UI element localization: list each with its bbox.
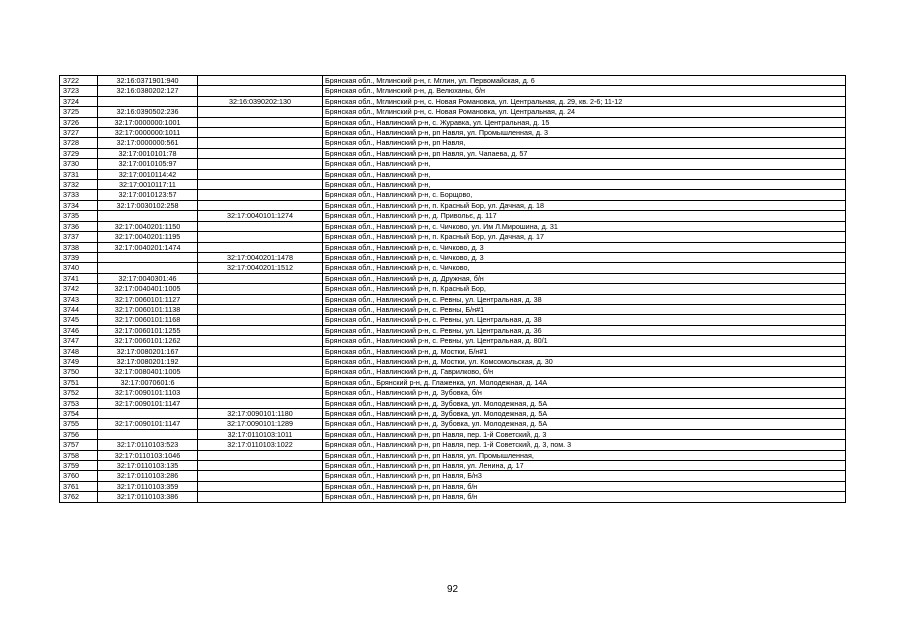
row-number-cell: 3733 [60, 190, 98, 200]
table-row [60, 263, 846, 273]
cadastral-number-cell: 32:17:0040201:1474 [98, 242, 198, 252]
address-cell: Брянская обл., Навлинский р-н, д. Зубовка, ул. Молодежная, д. 5А [323, 419, 846, 429]
cadastral-number-cell: 32:17:0110103:523 [98, 440, 198, 450]
row-number-cell: 3762 [60, 492, 98, 502]
row-number-cell: 3722 [60, 76, 98, 86]
cadastral-number-cell: 32:17:0060101:1255 [98, 325, 198, 335]
table-row [60, 252, 846, 262]
related-cadastral-number-cell [198, 356, 323, 366]
table-row [60, 284, 846, 294]
address-cell: Брянская обл., Навлинский р-н, д. Зубовка, ул. Молодежная, д. 5А [323, 398, 846, 408]
address-cell: Брянская обл., Навлинский р-н, рп Навля, пер. 1-й Советский, д. 3 [323, 429, 846, 439]
related-cadastral-number-cell: 32:17:0090101:1180 [198, 409, 323, 419]
related-cadastral-number-cell [198, 367, 323, 377]
cadastral-number-cell: 32:17:0110103:359 [98, 481, 198, 491]
table-row [60, 492, 846, 502]
table-row [60, 180, 846, 190]
cadastral-number-cell: 32:17:0060101:1262 [98, 336, 198, 346]
row-number-cell: 3746 [60, 325, 98, 335]
row-number-cell: 3747 [60, 336, 98, 346]
related-cadastral-number-cell [198, 169, 323, 179]
table-row [60, 190, 846, 200]
cadastral-number-cell: 32:16:0390502:236 [98, 107, 198, 117]
row-number-cell: 3744 [60, 304, 98, 314]
related-cadastral-number-cell [198, 148, 323, 158]
related-cadastral-number-cell [198, 481, 323, 491]
related-cadastral-number-cell [198, 336, 323, 346]
address-cell: Брянская обл., Мглинский р-н, с. Новая Романовка, ул. Центральная, д. 24 [323, 107, 846, 117]
related-cadastral-number-cell [198, 76, 323, 86]
row-number-cell: 3750 [60, 367, 98, 377]
cadastral-number-cell: 32:17:0090101:1147 [98, 419, 198, 429]
cadastral-number-cell [98, 429, 198, 439]
related-cadastral-number-cell [198, 221, 323, 231]
row-number-cell: 3737 [60, 232, 98, 242]
address-cell: Брянская обл., Навлинский р-н, с. Ревны, ул. Центральная, д. 38 [323, 315, 846, 325]
related-cadastral-number-cell: 32:17:0040101:1274 [198, 211, 323, 221]
table-row [60, 377, 846, 387]
address-cell: Брянская обл., Навлинский р-н, с. Чичково, [323, 263, 846, 273]
address-cell: Брянская обл., Навлинский р-н, рп Навля, ул. Ленина, д. 17 [323, 461, 846, 471]
address-cell: Брянская обл., Навлинский р-н, д. Мостки, Б/н#1 [323, 346, 846, 356]
address-cell: Брянская обл., Навлинский р-н, [323, 159, 846, 169]
table-row [60, 138, 846, 148]
address-cell: Брянская обл., Навлинский р-н, с. Чичково, ул. Им Л.Мирошина, д. 31 [323, 221, 846, 231]
cadastral-number-cell: 32:17:0010123:57 [98, 190, 198, 200]
row-number-cell: 3729 [60, 148, 98, 158]
row-number-cell: 3753 [60, 398, 98, 408]
related-cadastral-number-cell: 32:17:0040201:1512 [198, 263, 323, 273]
row-number-cell: 3732 [60, 180, 98, 190]
cadastral-number-cell: 32:17:0010117:11 [98, 180, 198, 190]
address-cell: Брянская обл., Навлинский р-н, рп Навля, Б/н3 [323, 471, 846, 481]
table-row [60, 461, 846, 471]
related-cadastral-number-cell [198, 461, 323, 471]
address-cell: Брянская обл., Навлинский р-н, д. Мостки, ул. Комсомольская, д. 30 [323, 356, 846, 366]
related-cadastral-number-cell [198, 315, 323, 325]
cadastral-number-cell: 32:17:0000000:561 [98, 138, 198, 148]
related-cadastral-number-cell: 32:17:0110103:1022 [198, 440, 323, 450]
address-cell: Брянская обл., Навлинский р-н, с. Журавка, ул. Центральная, д. 15 [323, 117, 846, 127]
related-cadastral-number-cell [198, 159, 323, 169]
related-cadastral-number-cell: 32:17:0090101:1289 [198, 419, 323, 429]
table-row [60, 471, 846, 481]
cadastral-number-cell [98, 252, 198, 262]
cadastral-number-cell: 32:17:0110103:386 [98, 492, 198, 502]
related-cadastral-number-cell [198, 471, 323, 481]
related-cadastral-number-cell [198, 388, 323, 398]
related-cadastral-number-cell [198, 242, 323, 252]
row-number-cell: 3756 [60, 429, 98, 439]
table-row [60, 294, 846, 304]
table-row [60, 96, 846, 106]
cadastral-number-cell [98, 96, 198, 106]
table-row [60, 221, 846, 231]
page-number: 92 [446, 584, 459, 595]
row-number-cell: 3739 [60, 252, 98, 262]
table-row [60, 409, 846, 419]
table-row [60, 159, 846, 169]
table-row [60, 211, 846, 221]
row-number-cell: 3757 [60, 440, 98, 450]
table-row [60, 273, 846, 283]
row-number-cell: 3751 [60, 377, 98, 387]
table-row [60, 242, 846, 252]
table-row [60, 76, 846, 86]
cadastral-number-cell: 32:17:0110103:1046 [98, 450, 198, 460]
row-number-cell: 3726 [60, 117, 98, 127]
related-cadastral-number-cell [198, 180, 323, 190]
address-cell: Брянская обл., Навлинский р-н, д. Привольє, д. 117 [323, 211, 846, 221]
cadastral-number-cell: 32:17:0010114:42 [98, 169, 198, 179]
related-cadastral-number-cell: 32:17:0110103:1011 [198, 429, 323, 439]
table-row [60, 315, 846, 325]
address-cell: Брянская обл., Навлинский р-н, с. Ревны, ул. Центральная, д. 38 [323, 294, 846, 304]
address-cell: Брянская обл., Навлинский р-н, п. Красный Бор, ул. Дачная, д. 18 [323, 200, 846, 210]
related-cadastral-number-cell [198, 117, 323, 127]
address-cell: Брянская обл., Навлинский р-н, [323, 169, 846, 179]
row-number-cell: 3754 [60, 409, 98, 419]
cadastral-number-cell [98, 211, 198, 221]
address-cell: Брянская обл., Мглинский р-н, с. Новая Романовка, ул. Центральная, д. 29, кв. 2-6; 11-12 [323, 96, 846, 106]
row-number-cell: 3758 [60, 450, 98, 460]
table-row [60, 325, 846, 335]
cadastral-number-cell: 32:17:0040401:1005 [98, 284, 198, 294]
address-cell: Брянская обл., Навлинский р-н, с. Чичково, д. 3 [323, 252, 846, 262]
cadastral-number-cell: 32:17:0040201:1150 [98, 221, 198, 231]
cadastral-number-cell: 32:17:0110103:286 [98, 471, 198, 481]
address-cell: Брянская обл., Навлинский р-н, рп Навля, ул. Промышленная, [323, 450, 846, 460]
cadastral-number-cell: 32:17:0030102:258 [98, 200, 198, 210]
table-row [60, 346, 846, 356]
cadastral-number-cell: 32:16:0371901:940 [98, 76, 198, 86]
related-cadastral-number-cell [198, 492, 323, 502]
row-number-cell: 3749 [60, 356, 98, 366]
related-cadastral-number-cell: 32:16:0390202:130 [198, 96, 323, 106]
table-row [60, 107, 846, 117]
related-cadastral-number-cell [198, 398, 323, 408]
address-cell: Брянская обл., Навлинский р-н, рп Навля, б/н [323, 481, 846, 491]
cadastral-number-cell: 32:17:0060101:1168 [98, 315, 198, 325]
related-cadastral-number-cell [198, 346, 323, 356]
row-number-cell: 3736 [60, 221, 98, 231]
row-number-cell: 3735 [60, 211, 98, 221]
row-number-cell: 3759 [60, 461, 98, 471]
cadastral-number-cell [98, 263, 198, 273]
cadastral-number-cell: 32:17:0110103:135 [98, 461, 198, 471]
table-row [60, 440, 846, 450]
table-row [60, 200, 846, 210]
related-cadastral-number-cell [198, 232, 323, 242]
related-cadastral-number-cell [198, 128, 323, 138]
related-cadastral-number-cell [198, 304, 323, 314]
row-number-cell: 3755 [60, 419, 98, 429]
row-number-cell: 3761 [60, 481, 98, 491]
address-cell: Брянская обл., Мглинский р-н, г. Мглин, ул. Первомайская, д. 6 [323, 76, 846, 86]
address-cell: Брянская обл., Навлинский р-н, д. Дружная, б/н [323, 273, 846, 283]
table-row [60, 169, 846, 179]
table-row [60, 398, 846, 408]
address-cell: Брянская обл., Навлинский р-н, п. Красный Бор, ул. Дачная, д. 17 [323, 232, 846, 242]
row-number-cell: 3745 [60, 315, 98, 325]
address-cell: Брянская обл., Навлинский р-н, [323, 180, 846, 190]
table-row [60, 117, 846, 127]
address-cell: Брянская обл., Мглинский р-н, д. Велюханы, б/н [323, 86, 846, 96]
address-cell: Брянская обл., Навлинский р-н, с. Чичково, д. 3 [323, 242, 846, 252]
cadastral-number-cell: 32:17:0080201:167 [98, 346, 198, 356]
table-row [60, 304, 846, 314]
cadastral-number-cell: 32:17:0080201:192 [98, 356, 198, 366]
table-row [60, 481, 846, 491]
row-number-cell: 3724 [60, 96, 98, 106]
cadastral-number-cell [98, 409, 198, 419]
related-cadastral-number-cell [198, 86, 323, 96]
related-cadastral-number-cell [198, 273, 323, 283]
cadastral-number-cell: 32:17:0000000:1011 [98, 128, 198, 138]
related-cadastral-number-cell: 32:17:0040201:1478 [198, 252, 323, 262]
table-row [60, 356, 846, 366]
table-row [60, 336, 846, 346]
table-row [60, 419, 846, 429]
table-row [60, 148, 846, 158]
row-number-cell: 3741 [60, 273, 98, 283]
row-number-cell: 3725 [60, 107, 98, 117]
row-number-cell: 3731 [60, 169, 98, 179]
row-number-cell: 3723 [60, 86, 98, 96]
address-cell: Брянская обл., Навлинский р-н, д. Зубовка, б/н [323, 388, 846, 398]
related-cadastral-number-cell [198, 377, 323, 387]
cadastral-number-cell: 32:17:0090101:1103 [98, 388, 198, 398]
row-number-cell: 3738 [60, 242, 98, 252]
related-cadastral-number-cell [198, 138, 323, 148]
row-number-cell: 3734 [60, 200, 98, 210]
address-cell: Брянская обл., Навлинский р-н, рп Навля, пер. 1-й Советский, д. 3, пом. 3 [323, 440, 846, 450]
related-cadastral-number-cell [198, 450, 323, 460]
row-number-cell: 3728 [60, 138, 98, 148]
address-cell: Брянская обл., Навлинский р-н, д. Зубовка, ул. Молодежная, д. 5А [323, 409, 846, 419]
cadastral-number-cell: 32:17:0040201:1195 [98, 232, 198, 242]
address-cell: Брянская обл., Брянский р-н, д. Глаженка, ул. Молодежная, д. 14А [323, 377, 846, 387]
row-number-cell: 3748 [60, 346, 98, 356]
address-cell: Брянская обл., Навлинский р-н, п. Красный Бор, [323, 284, 846, 294]
cadastral-number-cell: 32:17:0010105:97 [98, 159, 198, 169]
related-cadastral-number-cell [198, 200, 323, 210]
table-row [60, 450, 846, 460]
table-row [60, 86, 846, 96]
property-table [59, 75, 846, 503]
row-number-cell: 3752 [60, 388, 98, 398]
property-table-body [60, 76, 846, 503]
related-cadastral-number-cell [198, 284, 323, 294]
table-row [60, 232, 846, 242]
cadastral-number-cell: 32:17:0040301:46 [98, 273, 198, 283]
address-cell: Брянская обл., Навлинский р-н, с. Ревны, Б/н#1 [323, 304, 846, 314]
related-cadastral-number-cell [198, 294, 323, 304]
row-number-cell: 3743 [60, 294, 98, 304]
table-row [60, 388, 846, 398]
row-number-cell: 3727 [60, 128, 98, 138]
row-number-cell: 3730 [60, 159, 98, 169]
cadastral-number-cell: 32:17:0080401:1005 [98, 367, 198, 377]
related-cadastral-number-cell [198, 325, 323, 335]
row-number-cell: 3742 [60, 284, 98, 294]
address-cell: Брянская обл., Навлинский р-н, с. Ревны, ул. Центральная, д. 36 [323, 325, 846, 335]
cadastral-number-cell: 32:17:0000000:1001 [98, 117, 198, 127]
related-cadastral-number-cell [198, 190, 323, 200]
table-row [60, 429, 846, 439]
row-number-cell: 3760 [60, 471, 98, 481]
address-cell: Брянская обл., Навлинский р-н, с. Борщово, [323, 190, 846, 200]
row-number-cell: 3740 [60, 263, 98, 273]
address-cell: Брянская обл., Навлинский р-н, рп Навля, ул. Чапаева, д. 57 [323, 148, 846, 158]
related-cadastral-number-cell [198, 107, 323, 117]
table-row [60, 128, 846, 138]
cadastral-number-cell: 32:17:0090101:1147 [98, 398, 198, 408]
address-cell: Брянская обл., Навлинский р-н, д. Гаврилково, б/н [323, 367, 846, 377]
cadastral-number-cell: 32:17:0070601:6 [98, 377, 198, 387]
address-cell: Брянская обл., Навлинский р-н, рп Навля, б/н [323, 492, 846, 502]
address-cell: Брянская обл., Навлинский р-н, рп Навля, ул. Промышленная, д. 3 [323, 128, 846, 138]
address-cell: Брянская обл., Навлинский р-н, рп Навля, [323, 138, 846, 148]
cadastral-number-cell: 32:16:0380202:127 [98, 86, 198, 96]
table-row [60, 367, 846, 377]
address-cell: Брянская обл., Навлинский р-н, с. Ревны, ул. Центральная, д. 80/1 [323, 336, 846, 346]
cadastral-number-cell: 32:17:0060101:1127 [98, 294, 198, 304]
cadastral-number-cell: 32:17:0060101:1138 [98, 304, 198, 314]
cadastral-number-cell: 32:17:0010101:78 [98, 148, 198, 158]
